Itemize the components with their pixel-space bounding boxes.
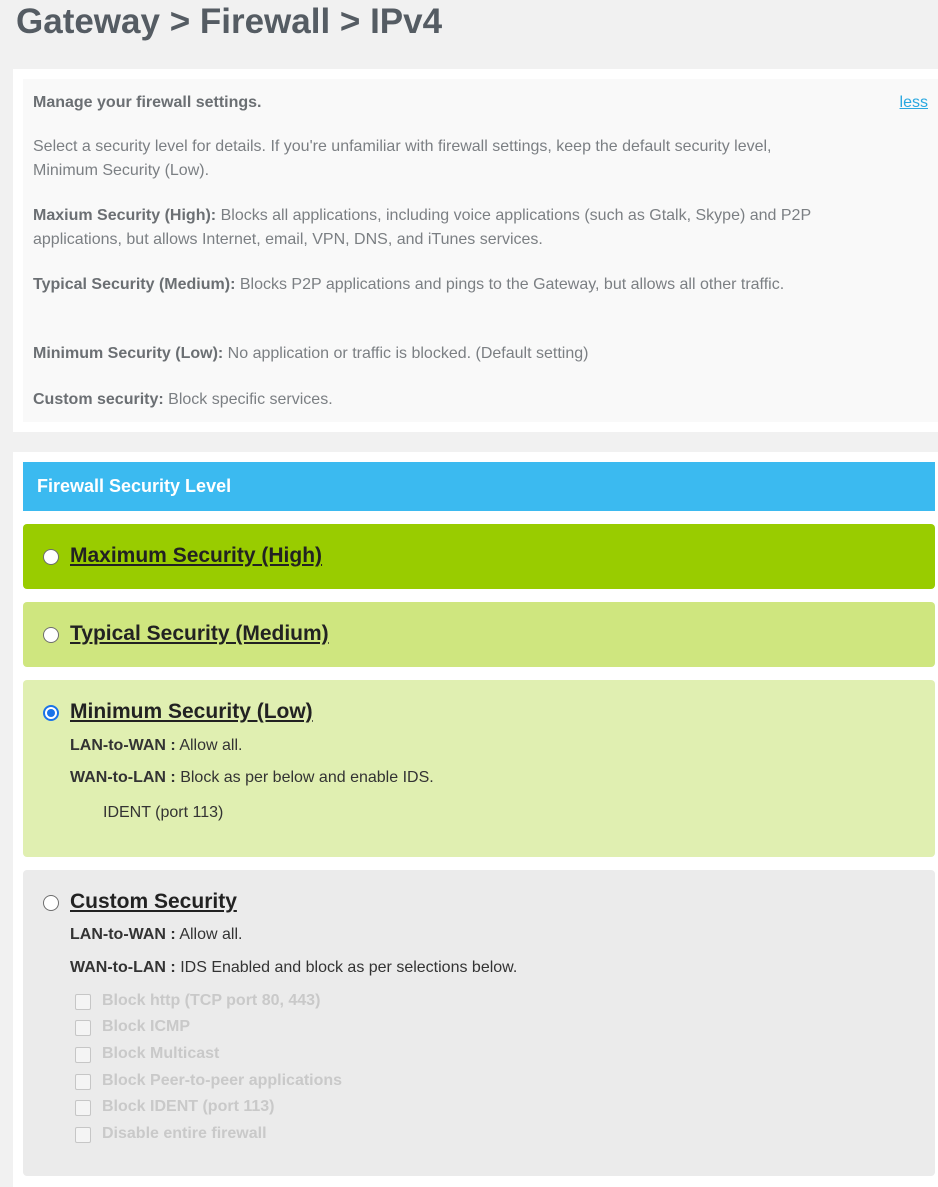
wan-to-lan-rule: [70, 959, 517, 977]
rule-label: LAN-to-WAN :: [70, 737, 176, 754]
security-level-custom[interactable]: [23, 870, 935, 1176]
rule-value: Block as per below and enable IDS.: [175, 769, 434, 786]
checkbox[interactable]: [75, 1100, 91, 1116]
wan-to-lan-rule: [70, 769, 434, 787]
rule-value: IDS Enabled and block as per selections below.: [175, 959, 518, 976]
firewall-info-box: [23, 79, 938, 422]
panel-header: Firewall Security Level: [23, 462, 935, 511]
less-link[interactable]: less: [899, 94, 928, 111]
checkbox-label: Block Multicast: [102, 1045, 220, 1062]
checkbox[interactable]: [75, 1020, 91, 1036]
checkbox-label: Block Peer-to-peer applications: [102, 1072, 343, 1089]
level-title-custom[interactable]: Custom Security: [70, 890, 237, 913]
info-item-term: Typical Security (Medium):: [33, 276, 236, 293]
info-item-medium: [33, 273, 833, 297]
rule-label: WAN-to-LAN :: [70, 959, 176, 976]
info-intro: Select a security level for details. If you're unfamiliar with firewall settings, keep the default security level, Minimum Security (Low).: [33, 138, 772, 179]
rule-value: Allow all.: [175, 926, 243, 943]
info-item-desc: Blocks all applications, including voice applications (such as Gtalk, Skype) and P2P applications, but allows Internet, email, VPN, DNS, and iTunes services.: [33, 207, 811, 248]
checkbox-label: Block ICMP: [102, 1018, 191, 1035]
security-level-low[interactable]: [23, 680, 935, 857]
checkbox-label: Block http (TCP port 80, 443): [102, 992, 321, 1009]
info-item-term: Minimum Security (Low):: [33, 345, 224, 362]
info-item-desc: Block specific services.: [163, 391, 333, 408]
radio-custom[interactable]: [43, 895, 59, 911]
info-item-low: [33, 342, 833, 366]
radio-low[interactable]: [43, 705, 59, 721]
info-item-term: Custom security:: [33, 391, 164, 408]
checkbox[interactable]: [75, 1074, 91, 1090]
info-item-term: Maxium Security (High):: [33, 207, 217, 224]
radio-high[interactable]: [43, 549, 59, 565]
lan-to-wan-rule: [70, 926, 242, 944]
info-heading-text: Manage your firewall settings.: [33, 94, 262, 111]
checkbox-label: Block IDENT (port 113): [102, 1098, 275, 1115]
info-heading: [33, 91, 833, 115]
info-item-high: [33, 204, 833, 252]
blocked-service: IDENT (port 113): [103, 804, 224, 821]
checkbox[interactable]: [75, 1127, 91, 1143]
checkbox[interactable]: [75, 1047, 91, 1063]
info-item-custom: [33, 388, 833, 412]
info-item-desc: Blocks P2P applications and pings to the Gateway, but allows all other traffic.: [235, 276, 785, 293]
firewall-security-panel: [13, 452, 938, 1187]
level-title-medium[interactable]: Typical Security (Medium): [70, 622, 329, 645]
rule-label: WAN-to-LAN :: [70, 769, 176, 786]
rule-label: LAN-to-WAN :: [70, 926, 176, 943]
security-level-medium[interactable]: [23, 602, 935, 667]
firewall-info-card: [13, 69, 938, 432]
checkbox-label: Disable entire firewall: [102, 1125, 267, 1142]
lan-to-wan-rule: [70, 737, 242, 755]
radio-medium[interactable]: [43, 627, 59, 643]
info-item-desc: No application or traffic is blocked. (Default setting): [223, 345, 589, 362]
checkbox[interactable]: [75, 994, 91, 1010]
level-title-low[interactable]: Minimum Security (Low): [70, 700, 313, 723]
security-level-high[interactable]: [23, 524, 935, 589]
rule-value: Allow all.: [175, 737, 243, 754]
level-title-high[interactable]: Maximum Security (High): [70, 544, 323, 567]
page-title: Gateway > Firewall > IPv4: [16, 2, 443, 41]
